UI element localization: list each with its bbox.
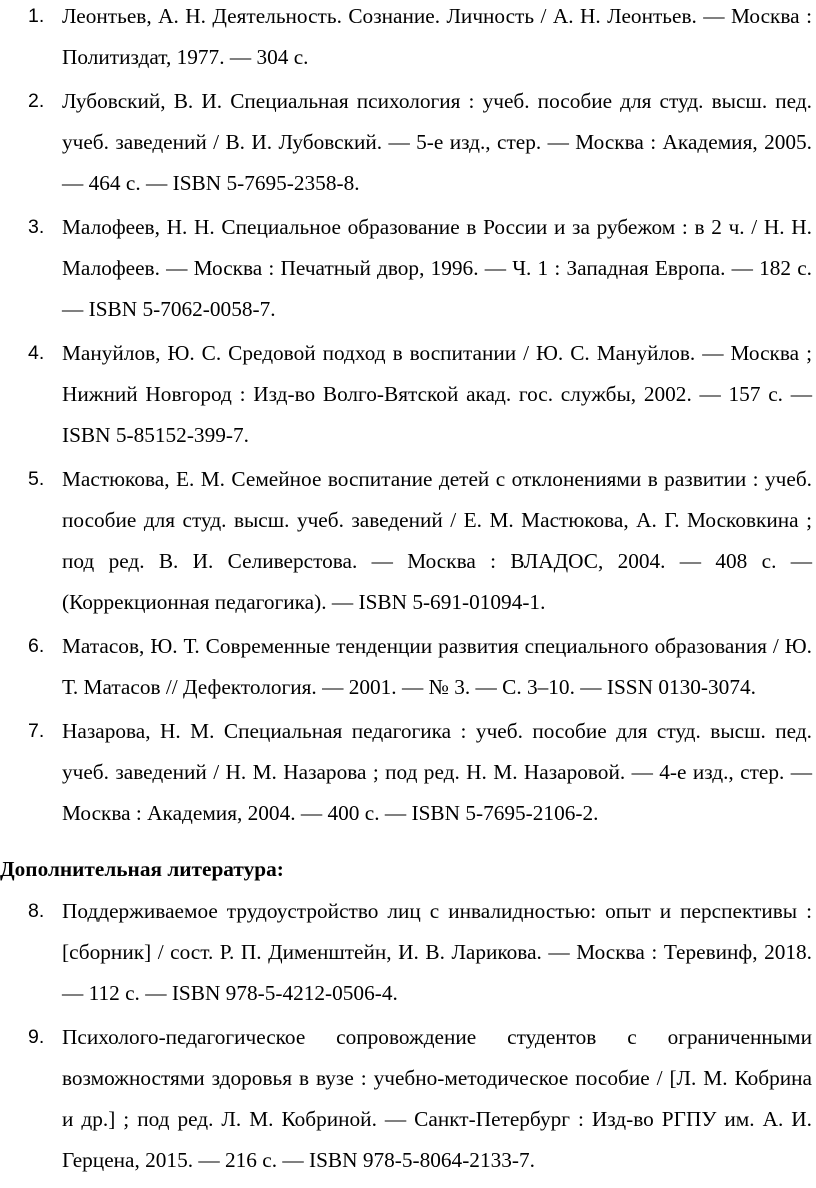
item-number: 2. [28, 90, 45, 112]
item-number: 8. [28, 900, 45, 922]
list-item [0, 626, 812, 708]
item-number: 5. [28, 468, 45, 490]
item-number: 7. [28, 720, 45, 742]
item-text: Поддерживаемое трудоустройство лиц с инвалидностью: опыт и перспективы : [сборник] / сост. Р. П. Дименштейн, И. В. Ларикова. — Москва : Теревинф, 2018. — 112 с. — ISBN 978-5-4212-0506-4. [62, 899, 812, 1005]
item-number: 3. [28, 216, 45, 238]
item-text: Леонтьев, А. Н. Деятельность. Сознание. Личность / А. Н. Леонтьев. — Москва : Политиздат, 1977. — 304 с. [62, 4, 812, 69]
additional-literature-list [0, 891, 812, 1184]
list-item [0, 459, 812, 623]
item-text: Малофеев, Н. Н. Специальное образование в России и за рубежом : в 2 ч. / Н. Н. Малофеев. — Москва : Печатный двор, 1996. — Ч. 1 : Западная Европа. — 182 с. — ISBN 5-7062-0058-7. [62, 215, 812, 321]
list-item [0, 1017, 812, 1181]
item-text: Психолого-педагогическое сопровождение студентов с ограниченными возможностями здоровья в вузе : учебно-методическое пособие / [Л. М. Кобрина и др.] ; под ред. Л. М. Кобриной. — Санкт-Петербург : Изд-во РГПУ им. А. И. Герцена, 2015. — 216 с. — ISBN 978-5-8064-2133-7. [62, 1025, 812, 1172]
item-text: Мануйлов, Ю. С. Средовой подход в воспитании / Ю. С. Мануйлов. — Москва ; Нижний Новгород : Изд-во Волго-Вятской акад. гос. службы, 2002. — 157 с. — ISBN 5-85152-399-7. [62, 341, 812, 447]
item-number: 4. [28, 342, 45, 364]
item-text: Назарова, Н. М. Специальная педагогика : учеб. пособие для студ. высш. пед. учеб. заведений / Н. М. Назарова ; под ред. Н. М. Назаровой. — 4-е изд., стер. — Москва : Академия, 2004. — 400 с. — ISBN 5-7695-2106-2. [62, 719, 812, 825]
item-number: 1. [28, 5, 45, 27]
item-text: Мастюкова, Е. М. Семейное воспитание детей с отклонениями в развитии : учеб. пособие для студ. высш. учеб. заведений / Е. М. Мастюкова, А. Г. Московкина ; под ред. В. И. Селиверстова. — Москва : ВЛАДОС, 2004. — 408 с. — (Коррекционная педагогика). — ISBN 5-691-01094-1. [62, 467, 812, 614]
list-item [0, 0, 812, 78]
list-item [0, 207, 812, 330]
list-item [0, 891, 812, 1014]
item-number: 6. [28, 635, 45, 657]
list-item [0, 711, 812, 834]
item-number: 9. [28, 1026, 45, 1048]
list-item [0, 333, 812, 456]
item-text: Лубовский, В. И. Специальная психология : учеб. пособие для студ. высш. пед. учеб. заведений / В. И. Лубовский. — 5-е изд., стер. — Москва : Академия, 2005. — 464 с. — ISBN 5-7695-2358-8. [62, 89, 812, 195]
additional-literature-heading: Дополнительная литература: [0, 857, 284, 881]
list-item [0, 81, 812, 204]
item-text: Матасов, Ю. Т. Современные тенденции развития специального образования / Ю. Т. Матасов // Дефектология. — 2001. — № 3. — С. 3–10. — ISSN 0130-3074. [62, 634, 812, 699]
